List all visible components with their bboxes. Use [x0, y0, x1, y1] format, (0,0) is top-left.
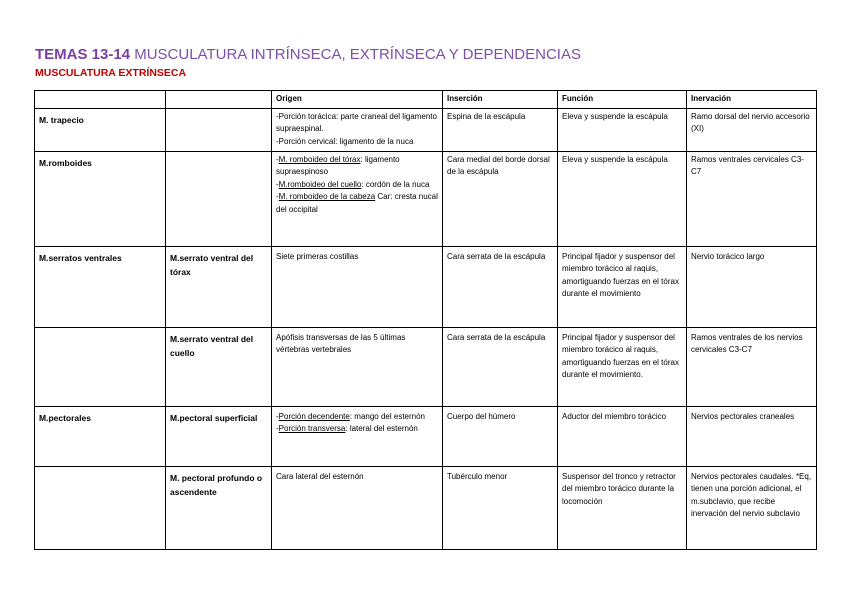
origen-line: -M.romboideo del cuello: cordón de la nuca [276, 179, 430, 189]
document-title [35, 46, 581, 63]
portion-cell: M.serrato ventral del tórax [166, 246, 272, 327]
portion-cell [166, 108, 272, 151]
origen-portion-name: Porción decendente [278, 411, 350, 421]
insercion-cell: Cara serrata de la escápula [443, 327, 558, 406]
origen-portion-name: M.romboideo del cuello [278, 179, 362, 189]
title-topic-number: TEMAS 13-14 [35, 46, 131, 63]
origen-cell [272, 406, 443, 466]
portion-cell: M.pectoral superficial [166, 406, 272, 466]
funcion-cell: Aductor del miembro torácico [558, 406, 687, 466]
origen-portion-name: M. romboideo del tórax [278, 154, 361, 164]
funcion-cell: Principal fijador y suspensor del miembro torácico al raquis, amortiguando fuerzas en el tórax durante el movimiento. [558, 327, 687, 406]
header-cell-muscle [35, 91, 166, 109]
muscle-cell: M.pectorales [35, 406, 166, 466]
origen-line: -Porción transversa: lateral del esternón [276, 424, 418, 433]
origen-line: -M. romboideo del tórax: ligamento supraespinoso [276, 154, 400, 176]
inervacion-cell: Ramos ventrales de los nervios cervicales C3-C7 [687, 327, 817, 406]
table-row [35, 466, 817, 549]
insercion-cell: Cuerpo del húmero [443, 406, 558, 466]
insercion-cell: Cara medial del borde dorsal de la escápula [443, 151, 558, 246]
insercion-cell: Cara serrata de la escápula [443, 246, 558, 327]
portion-cell: M.serrato ventral del cuello [166, 327, 272, 406]
funcion-cell: Eleva y suspende la escápula [558, 151, 687, 246]
muscle-cell: M.serratos ventrales [35, 246, 166, 327]
table-row [35, 108, 817, 151]
muscle-cell: M.romboides [35, 151, 166, 246]
origen-portion-name: Porción transversa [278, 424, 346, 433]
funcion-cell: Eleva y suspende la escápula [558, 108, 687, 151]
insercion-cell: Tubérculo menor [443, 466, 558, 549]
origen-portion-text: : ligamento supraespinoso [276, 154, 400, 176]
inervacion-cell: Nervios pectorales caudales. *Eq, tienen una porción adicional, el m.subclavio, que recibe inervación del nervio subclavio [687, 466, 817, 549]
origen-cell [272, 108, 443, 151]
section-subtitle: MUSCULATURA EXTRÍNSECA [35, 67, 187, 79]
origen-portion-text: : cordón de la nuca [361, 179, 430, 189]
portion-cell: M. pectoral profundo o ascendente [166, 466, 272, 549]
origen-portion-text: : lateral del esternón [345, 424, 418, 433]
origen-line: -Porción torácica: parte craneal del ligamento supraespinal. [276, 111, 437, 133]
muscle-table [34, 90, 817, 550]
origen-portion-name: M. romboideo de la cabeza [278, 192, 376, 201]
header-cell-origen: Origen [272, 91, 443, 109]
origen-line: -Porción decendente: mango del esternón [276, 411, 426, 421]
origen-line: -M. romboideo de la cabeza Car: cresta nucal del occipital [276, 192, 438, 214]
insercion-cell: Espina de la escápula [443, 108, 558, 151]
funcion-cell: Principal fijador y suspensor del miembro torácico al raquis, amortiguando fuerzas en el tórax durante el movimiento [558, 246, 687, 327]
origen-line: -Porción cervical: ligamento de la nuca [276, 136, 414, 146]
origen-cell: Cara lateral del esternón [272, 466, 443, 549]
muscle-cell: M. trapecio [35, 108, 166, 151]
header-cell-funcion: Función [558, 91, 687, 109]
origen-portion-text: : mango del esternón [349, 411, 426, 421]
header-cell-portion [166, 91, 272, 109]
table-row [35, 327, 817, 406]
table-row [35, 246, 817, 327]
inervacion-cell: Nervios pectorales craneales [687, 406, 817, 466]
title-topic-name: MUSCULATURA INTRÍNSECA, EXTRÍNSECA Y DEPENDENCIAS [134, 46, 581, 63]
portion-cell [166, 151, 272, 246]
header-cell-inervacion: Inervación [687, 91, 817, 109]
inervacion-cell: Ramos ventrales cervicales C3-C7 [687, 151, 817, 246]
header-cell-insercion: Inserción [443, 91, 558, 109]
origen-portion-text: Car: cresta nucal del occipital [276, 192, 438, 214]
table-row [35, 151, 817, 246]
origen-cell: Apófisis transversas de las 5 últimas vértebras vertebrales [272, 327, 443, 406]
table-header-row [35, 91, 817, 109]
muscle-cell [35, 327, 166, 406]
inervacion-cell: Ramo dorsal del nervio accesorio (XI) [687, 108, 817, 151]
origen-cell: Siete primeras costillas [272, 246, 443, 327]
origen-cell [272, 151, 443, 246]
muscle-cell [35, 466, 166, 549]
funcion-cell: Suspensor del tronco y retractor del miembro torácico durante la locomoción [558, 466, 687, 549]
table-row [35, 406, 817, 466]
inervacion-cell: Nervio torácico largo [687, 246, 817, 327]
